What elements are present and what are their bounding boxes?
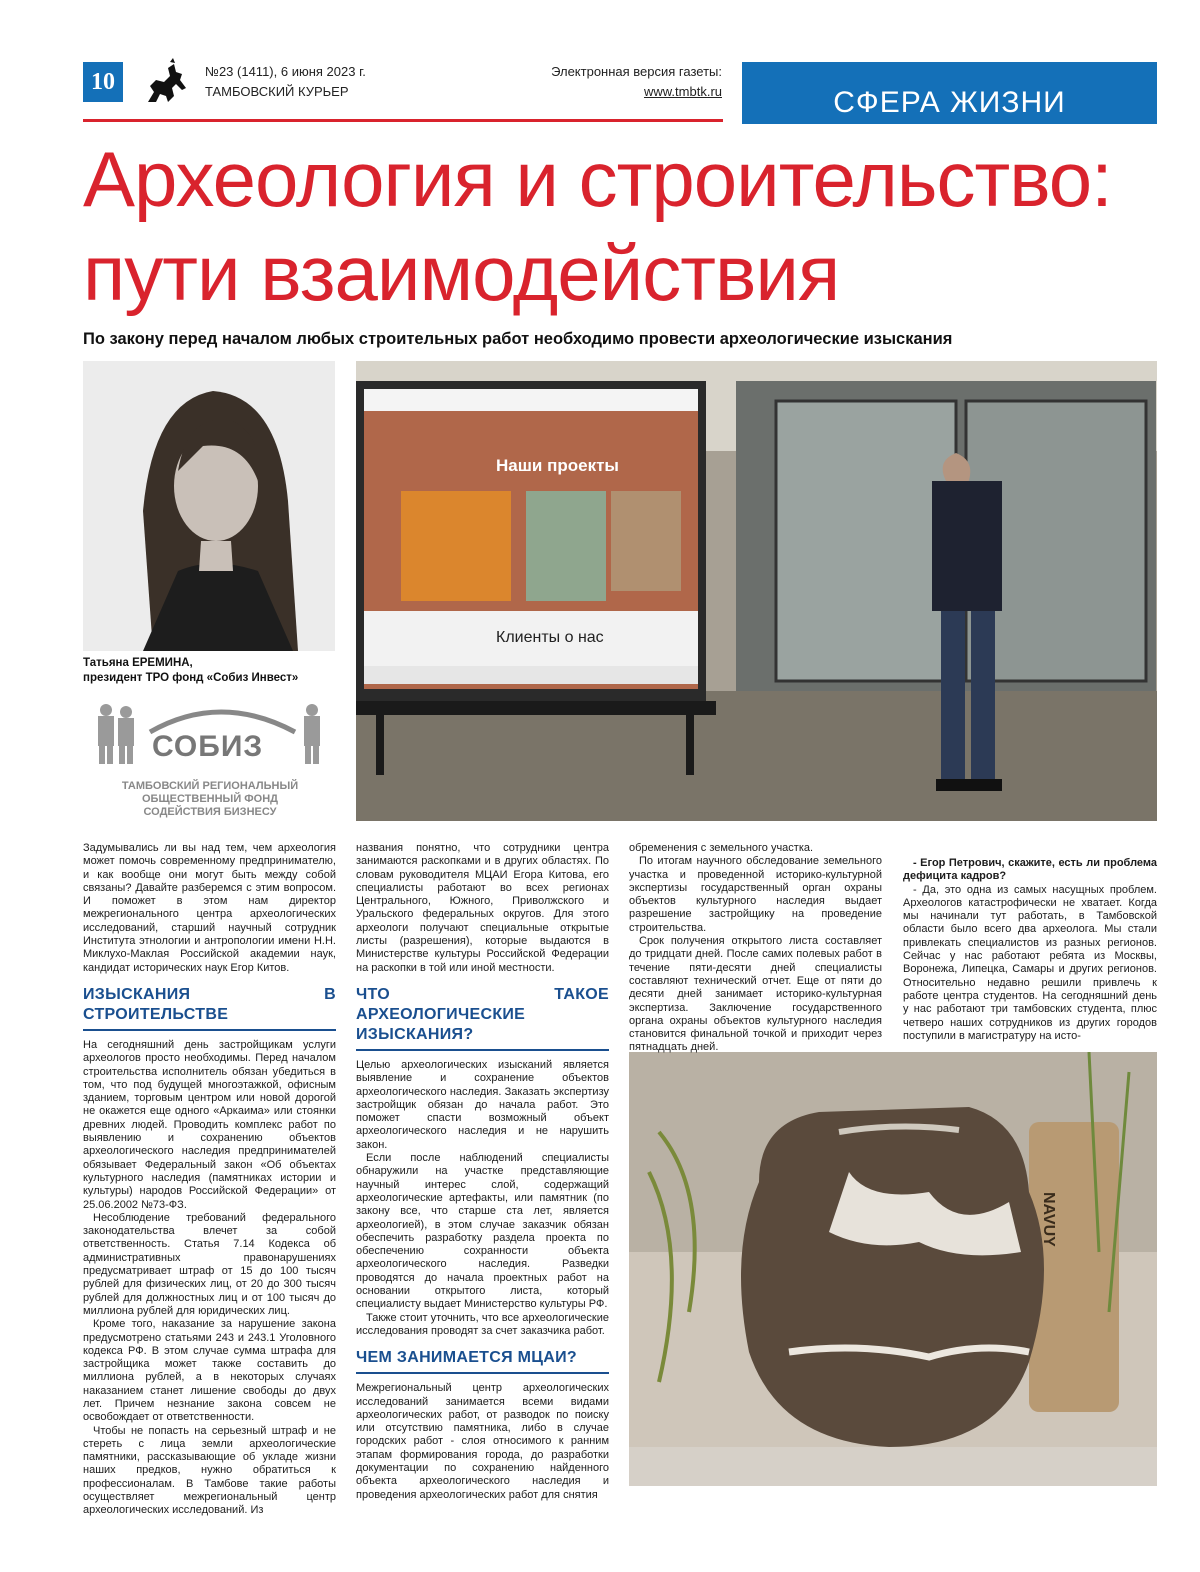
box-label: NAVUY bbox=[1040, 1192, 1057, 1247]
subhead-construction: ИЗЫСКАНИЯ В СТРОИТЕЛЬСТВЕ bbox=[83, 985, 336, 1031]
sobiz-logo bbox=[90, 700, 330, 825]
screen-heading: Наши проекты bbox=[496, 456, 619, 475]
subhead-what-is: ЧТО ТАКОЕ АРХЕОЛОГИЧЕСКИЕ ИЗЫСКАНИЯ? bbox=[356, 985, 609, 1051]
col3-paragraph-0: обременения с земельного участка. bbox=[629, 842, 814, 854]
title-line-1: Археология и строительство: bbox=[83, 135, 1112, 223]
column-4 bbox=[903, 857, 1157, 1043]
col2-paragraph-1: Целью археологических изысканий является выявление и сохранение объектов археологического наследия. Заказать экспертизу застройщик обязан до начала работ. Это поможет спасти возможный объект археологического наследия и не нарушить закон. bbox=[356, 1058, 609, 1151]
website-link[interactable]: www.tmbtk.ru bbox=[643, 84, 722, 99]
interview-question: - Егор Петрович, скажите, есть ли проблема дефицита кадров? bbox=[903, 857, 1157, 883]
photo-caption bbox=[83, 656, 343, 686]
col3-paragraph-1: По итогам научного обследование земельного участка и проведенной историко-культурной экспертизы государственный орган охраны объектов культурного наследия выдает разрешение застройщику на проведение строительства. bbox=[629, 855, 882, 934]
interview-answer: - Да, это одна из самых насущных проблем. Археологов катастрофически не хватает. Когда мы начинали тут работать, в Тамбовской области было всего два археолога. Мы стали привлекать специалистов из разных регионов. Сейчас у нас работают ребята из Москвы, Воронежа, Липецка, Самары и других регионов. Относительно недавно решили привлечь к работе центра студентов. На сегодняшний день у нас работают три тамбовских студента, плюс четверо наших сотрудников из других городов поступили в магистратуру на исто- bbox=[903, 883, 1157, 1042]
header-divider bbox=[83, 119, 723, 122]
horse-rider-emblem-icon bbox=[140, 58, 192, 108]
col2-paragraph-3: Также стоит уточнить, что все археологические исследования проводят за счет заказчика работ. bbox=[356, 1311, 609, 1337]
electronic-version-label: Электронная версия газеты: bbox=[551, 64, 722, 79]
subhead-mcai: ЧЕМ ЗАНИМАЕТСЯ МЦАИ? bbox=[356, 1348, 609, 1374]
col2-paragraph-4: Межрегиональный центр археологических исследований занимается всеми видами археологических работ, от разводок по поиску или отсутствию памятника, либо в случае городских работ - слоя относимого к ранним этапам формирования города, до разработки документации по сохранению найденного объекта археологического наследия и проведения археологических работ для снятия bbox=[356, 1382, 609, 1501]
column-1 bbox=[83, 842, 336, 1518]
col1-paragraph-1: На сегодняшний день застройщикам услуги археологов просто необходимы. Перед началом строительства исполнитель обязан убедиться в том, что под будущей многоэтажкой, офисным зданием, торговым центром или новой дорогой не окажется еще одного «Аркаима» или стоянки древних людей. Проводить комплекс работ по выявлению и сохранению объектов археологического наследия предпринимателей обязывает Федеральный закон «Об объектах культурного наследия (памятниках истории и культуры) народов Российской Федерации» от 25.06.2002 №73-ФЗ. bbox=[83, 1038, 336, 1211]
logo-line-1: ТАМБОВСКИЙ РЕГИОНАЛЬНЫЙ bbox=[121, 780, 299, 792]
issue-info bbox=[205, 62, 366, 102]
col3-paragraph-2: Срок получения открытого листа составляет до тридцати дней. После самих полевых работ в течение пяти-десяти дней специалисты составляют технический отчет. Еще от пяти до десяти дней занимает историко-культурная экспертиза. Заключение государственного органа охраны объектов культурного наследия становится финальной точкой и приходит через пятнадцать дней. bbox=[629, 935, 882, 1054]
title-line-2: пути взаимодействия bbox=[83, 229, 840, 317]
page-number: 10 bbox=[83, 62, 123, 102]
col2-paragraph-2: Если после наблюдений специалисты обнаружили на участке представляющие научный интерес слой, содержащий археологические артефакты, или памятник (по закону все, что старше ста лет, является археологией), в этом случае заказчик обязан обеспечить разработку раздела проекта по обеспечению сохранности объекта археологического наследия. Разведки проводятся до начала проектных работ на основании открытого листа, который специалисту выдает Министерство культуры РФ. bbox=[356, 1152, 609, 1311]
logo-brand: СОБИЗ bbox=[152, 730, 264, 763]
col1-paragraph-2: Несоблюдение требований федерального законодательства влечет за собой ответственность. Статья 7.14 Кодекса об административных правонарушениях предусматривает штраф от 15 до 100 тысяч рублей для физических лиц, от 20 до 300 тысяч рублей для должностных лиц и от 100 тысяч до миллиона рублей для юридических лиц. bbox=[83, 1211, 336, 1317]
presentation-photo bbox=[356, 361, 1157, 821]
article-lead: По закону перед началом любых строительных работ необходимо провести археологические изыскания bbox=[83, 330, 953, 348]
col2-paragraph-0: названия понятно, что сотрудники центра занимаются раскопками и в других областях. По словам руководителя МЦАИ Егора Китова, его специалисты работают во всех регионах Центрального, Южного, Приволжского и Уральского федеральных округов. Для этого археологи получают специальные открытые листы (разрешения), которые выдаются в Министерстве культуры Российской Федерации на раскопки в той или иной местности. bbox=[356, 842, 609, 974]
portrait-photo bbox=[83, 361, 335, 651]
issue-number: №23 (1411), 6 июня 2023 г. bbox=[205, 64, 366, 79]
intro-paragraph: Задумывались ли вы над тем, чем археология может помочь современному предпринимателю, и как вообще они могут быть между собой связаны? Давайте разберемся с этим вопросом. И поможет в этом нам директор межрегионального центра археологических исследований, старший научный сотрудник Института этнологии и антропологии имени Н.Н. Миклухо-Маклая Российской академии наук, кандидат исторических наук Егор Китов. bbox=[83, 842, 336, 974]
logo-line-2: ОБЩЕСТВЕННЫЙ ФОНД bbox=[141, 793, 279, 805]
pottery-photo bbox=[629, 1052, 1157, 1486]
article-title bbox=[83, 132, 1163, 320]
logo-tagline bbox=[90, 780, 330, 819]
caption-position: президент ТРО фонд «Собиз Инвест» bbox=[83, 672, 299, 684]
logo-line-3: СОДЕЙСТВИЯ БИЗНЕСУ bbox=[143, 806, 277, 818]
col1-paragraph-3: Кроме того, наказание за нарушение закона предусмотрено статьями 243 и 243.1 Уголовного кодекса РФ. В этом случае сумма штрафа для застройщика может также составить до миллиона рублей, а в некоторых случаях наказанием станет лишение свободы до двух лет. Причем незнание закона совсем не освобождает от ответственности. bbox=[83, 1318, 336, 1424]
screen-footer: Клиенты о нас bbox=[496, 629, 604, 646]
caption-name: Татьяна ЕРЕМИНА, bbox=[83, 657, 193, 669]
paper-name: ТАМБОВСКИЙ КУРЬЕР bbox=[205, 84, 349, 99]
electronic-version bbox=[470, 62, 722, 102]
section-banner: СФЕРА ЖИЗНИ bbox=[742, 62, 1157, 124]
col1-paragraph-4: Чтобы не попасть на серьезный штраф и не стереть с лица земли археологические памятники, рассказывающие об укладе жизни наших предков, нужно обратиться к профессионалам. В Тамбове такие работы осуществляет межрегиональный центр археологических исследований. Из bbox=[83, 1424, 336, 1517]
column-3 bbox=[629, 842, 882, 1055]
column-2 bbox=[356, 842, 609, 1502]
